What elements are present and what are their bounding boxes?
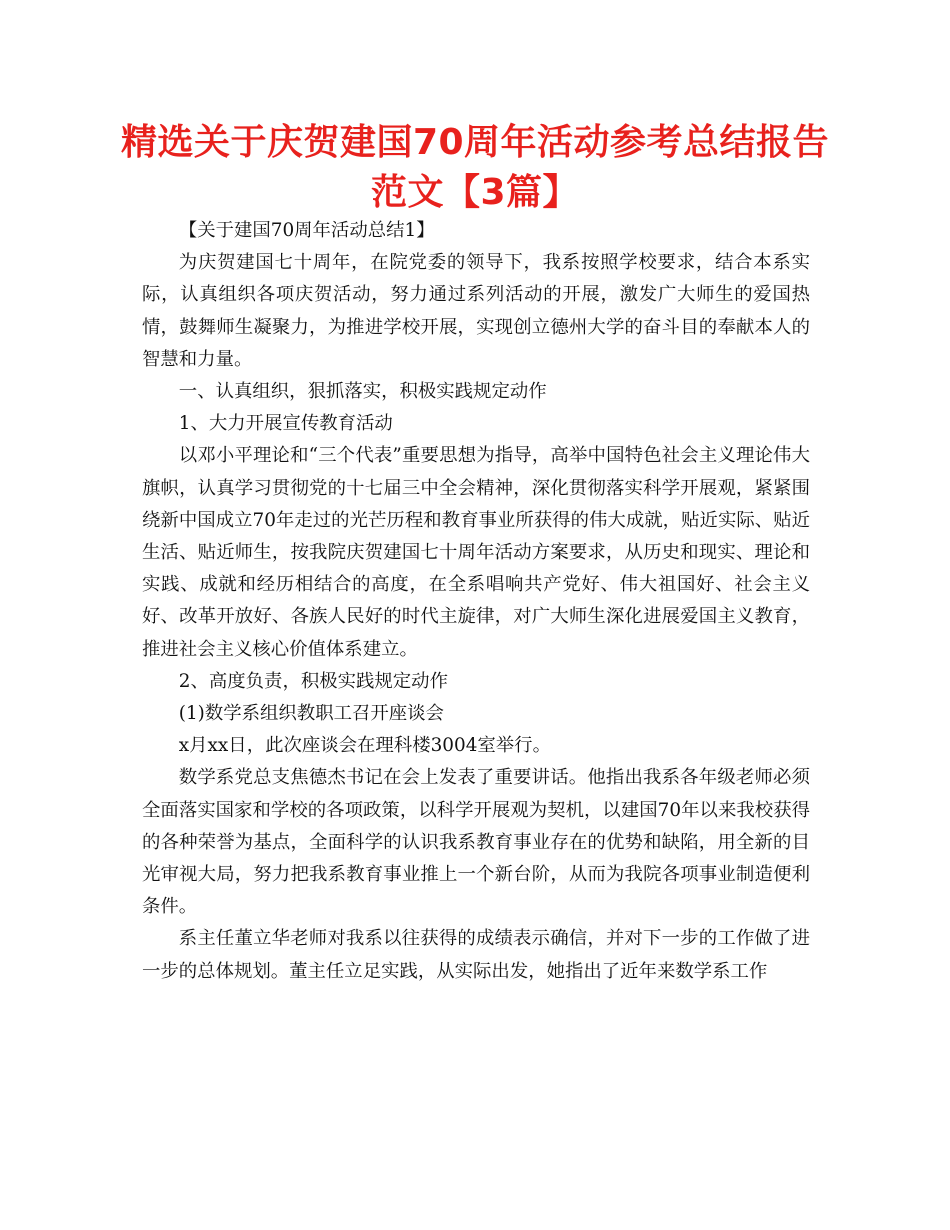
paragraph: 为庆贺建国七十周年，在院党委的领导下，我系按照学校要求，结合本系实际，认真组织各项庆贺活动，努力通过系列活动的开展，激发广大师生的爱国热情，鼓舞师生凝聚力，为推进学校开展，实现创立德州大学的奋斗目的奉献本人的智慧和力量。 <box>142 252 810 370</box>
subsection-heading: 2、高度负责，积极实践规定动作 <box>178 670 448 692</box>
section-heading: 一、认真组织，狠抓落实，积极实践规定动作 <box>178 381 547 403</box>
subsection-heading: 1、大力开展宣传教育活动 <box>178 413 393 435</box>
document-body <box>142 215 810 988</box>
paragraph: 系主任董立华老师对我系以往获得的成绩表示确信，并对下一步的工作做了进一步的总体规划。董主任立足实践，从实际出发，她指出了近年来数学系工作 <box>142 928 810 982</box>
subsection-heading: (1)数学系组织教职工召开座谈会 <box>178 703 444 725</box>
section-heading: 【关于建国70周年活动总结1】 <box>178 220 435 241</box>
document-title: 精选关于庆贺建国70周年活动参考总结报告范文【3篇】 <box>120 122 830 213</box>
paragraph: x月xx日，此次座谈会在理科楼3004室举行。 <box>178 735 551 757</box>
paragraph: 以邓小平理论和“三个代表”重要思想为指导，高举中国特色社会主义理论伟大旗帜，认真学习贯彻党的十七届三中全会精神，深化贯彻落实科学开展观，紧紧围绕新中国成立70年走过的光芒历程和教育事业所获得的伟大成就，贴近实际、贴近生活、贴近师生，按我院庆贺建国七十周年活动方案要求，从历史和现实、理论和实践、成就和经历相结合的高度，在全系唱响共产党好、伟大祖国好、社会主义好、改革开放好、各族人民好的时代主旋律，对广大师生深化进展爱国主义教育，推进社会主义核心价值体系建立。 <box>142 445 810 660</box>
paragraph: 数学系党总支焦德杰书记在会上发表了重要讲话。他指出我系各年级老师必须全面落实国家和学校的各项政策，以科学开展观为契机，以建国70年以来我校获得的各种荣誉为基点，全面科学的认识我系教育事业存在的优势和缺陷，用全新的目光审视大局，努力把我系教育事业推上一个新台阶，从而为我院各项事业制造便利条件。 <box>142 767 810 918</box>
